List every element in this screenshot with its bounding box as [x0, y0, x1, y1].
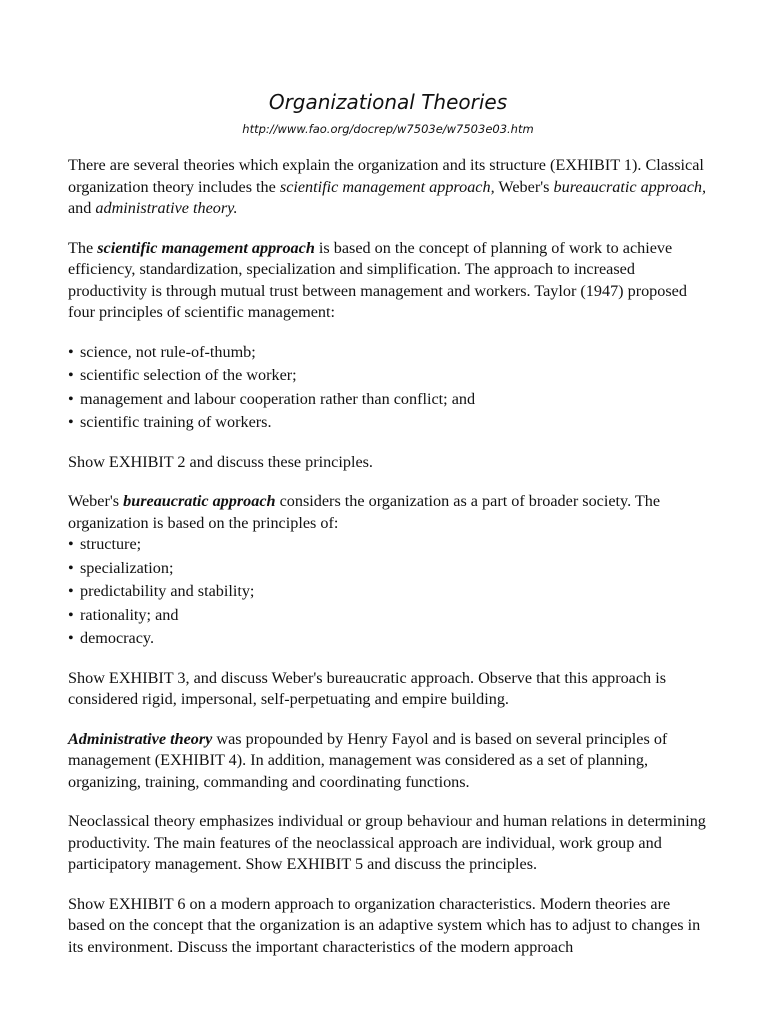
list-item: • scientific selection of the worker;	[68, 365, 708, 387]
paragraph-text: Weber's	[494, 177, 554, 196]
paragraph-intro	[68, 155, 708, 220]
paragraph-bureaucratic	[68, 491, 708, 534]
italic-term: scientific management approach,	[279, 177, 495, 196]
paragraph-text: The	[68, 238, 98, 257]
list-item: • structure;	[68, 534, 708, 556]
paragraph-scientific-management	[68, 238, 708, 324]
list-item: • specialization;	[68, 558, 708, 580]
source-url[interactable]: http://www.fao.org/docrep/w7503e/w7503e03.htm	[242, 122, 534, 136]
paragraph-text: considers the organization as a part of broader society. The organization is based on the principles of:	[68, 492, 661, 532]
document-title: Organizational Theories	[268, 90, 508, 114]
bold-italic-term: Administrative theory	[68, 729, 213, 748]
paragraph-administrative	[68, 729, 708, 794]
list-item: • rationality; and	[68, 605, 708, 627]
paragraph-text: and	[68, 199, 96, 217]
paragraph-exhibit-2: Show EXHIBIT 2 and discuss these principles.	[68, 452, 373, 471]
paragraph-modern: Show EXHIBIT 6 on a modern approach to organization characteristics. Modern theories are based on the concept that the organization is an adaptive system which has to adjust to changes in its environment. Discuss the important characteristics of the modern approach	[68, 894, 701, 956]
paragraph-text: is based on the concept of planning of work to achieve efficiency, standardization, specialization and simplification. The approach to increased productivity is through mutual trust between management and workers. Taylor (1947) proposed four principles of scientific management:	[68, 238, 687, 321]
paragraph-neoclassical: Neoclassical theory emphasizes individual or group behaviour and human relations in determining productivity. The main features of the neoclassical approach are individual, work group and participatory management. Show EXHIBIT 5 and discuss the principles.	[68, 812, 706, 873]
paragraph-text: Weber's	[68, 492, 124, 510]
taylor-principles-list	[68, 342, 708, 434]
document-page	[68, 88, 708, 976]
bold-italic-term: scientific management approach	[97, 238, 315, 257]
list-item: • democracy.	[68, 628, 708, 650]
paragraph-text: There are several theories which explain the organization and its structure (EXHIBIT 1). Classical organization theory includes the	[68, 156, 704, 196]
italic-term: administrative theory.	[95, 199, 238, 217]
bold-italic-term: bureaucratic approach	[123, 492, 276, 510]
paragraph-text: was propounded by Henry Fayol and is based on several principles of management (EXHIBIT 4). In addition, management was considered as a set of planning, organizing, training, commanding and coordinating functions.	[68, 729, 668, 791]
paragraph-exhibit-3: Show EXHIBIT 3, and discuss Weber's bureaucratic approach. Observe that this approach is considered rigid, impersonal, self-perpetuating and empire building.	[68, 668, 666, 708]
list-item: • predictability and stability;	[68, 581, 708, 603]
list-item: • science, not rule-of-thumb;	[68, 342, 708, 364]
list-item: • management and labour cooperation rather than conflict; and	[68, 389, 708, 411]
list-item: • scientific training of workers.	[68, 412, 708, 434]
weber-principles-list	[68, 534, 708, 650]
italic-term: bureaucratic approach,	[553, 177, 707, 196]
